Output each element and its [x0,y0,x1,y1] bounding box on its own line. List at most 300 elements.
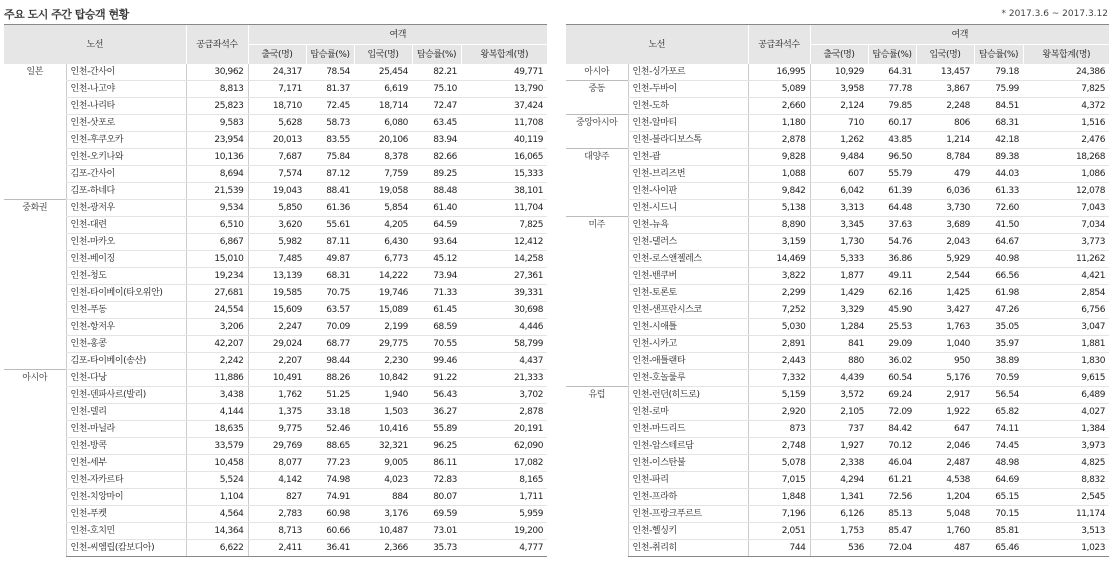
table-row [566,285,1109,302]
value-cell: 65.15 [974,489,1023,506]
col-header: 탑승률(%) [868,45,916,65]
value-cell: 85.81 [974,523,1023,540]
col-header: 왕복합계(명) [1023,45,1109,65]
value-cell: 3,973 [1023,438,1109,455]
col-header: 입국(명) [354,45,412,65]
table-row [566,370,1109,387]
value-cell: 19,746 [354,285,412,302]
value-cell: 35.97 [974,336,1023,353]
value-cell: 5,982 [248,234,306,251]
seats-cell: 3,822 [748,268,810,285]
region-cell [4,149,66,166]
value-cell: 5,176 [916,370,974,387]
route-cell: 인천-대련 [66,217,186,234]
seats-cell: 25,823 [186,98,248,115]
value-cell: 1,730 [810,234,868,251]
value-cell: 737 [810,421,868,438]
region-cell: 중앙아시아 [566,115,628,132]
route-cell: 인천-프랑크푸르트 [628,506,748,523]
value-cell: 4,142 [248,472,306,489]
seats-cell: 5,524 [186,472,248,489]
value-cell: 1,040 [916,336,974,353]
route-cell: 인천-덴파사르(발리) [66,387,186,404]
value-cell: 87.12 [306,166,354,183]
value-cell: 37,424 [461,98,547,115]
value-cell: 3,773 [1023,234,1109,251]
route-cell: 인천-간사이 [66,64,186,81]
value-cell: 64.48 [868,200,916,217]
seats-cell: 2,878 [748,132,810,149]
route-cell: 인천-마닐라 [66,421,186,438]
route-cell: 인천-나리타 [66,98,186,115]
value-cell: 73.01 [412,523,461,540]
value-cell: 2,476 [1023,132,1109,149]
value-cell: 88.41 [306,183,354,200]
value-cell: 19,585 [248,285,306,302]
value-cell: 24,317 [248,64,306,81]
route-cell: 인천-호놀룰루 [628,370,748,387]
value-cell: 56.43 [412,387,461,404]
value-cell: 6,036 [916,183,974,200]
region-cell [566,421,628,438]
route-cell: 인천-광저우 [66,200,186,217]
table-row [4,421,547,438]
table-row [4,98,547,115]
value-cell: 5,850 [248,200,306,217]
seats-cell: 744 [748,540,810,557]
value-cell: 4,294 [810,472,868,489]
route-cell: 인천-방콕 [66,438,186,455]
table-row [566,64,1109,81]
col-header: 탑승률(%) [974,45,1023,65]
value-cell: 74.45 [974,438,1023,455]
value-cell: 72.60 [974,200,1023,217]
region-cell [566,455,628,472]
seats-cell: 6,510 [186,217,248,234]
right-table-body [566,64,1109,557]
value-cell: 9,005 [354,455,412,472]
seats-cell: 1,848 [748,489,810,506]
left-table-body [4,64,547,557]
value-cell: 96.25 [412,438,461,455]
seats-cell: 6,622 [186,540,248,557]
value-cell: 72.04 [868,540,916,557]
value-cell: 1,384 [1023,421,1109,438]
value-cell: 84.42 [868,421,916,438]
value-cell: 18,268 [1023,149,1109,166]
table-row [4,302,547,319]
seats-cell: 14,364 [186,523,248,540]
value-cell: 1,711 [461,489,547,506]
route-cell: 인천-시애틀 [628,319,748,336]
seats-cell: 5,078 [748,455,810,472]
value-cell: 3,702 [461,387,547,404]
value-cell: 3,047 [1023,319,1109,336]
value-cell: 11,174 [1023,506,1109,523]
value-cell: 5,333 [810,251,868,268]
value-cell: 14,258 [461,251,547,268]
value-cell: 74.98 [306,472,354,489]
value-cell: 2,124 [810,98,868,115]
value-cell: 1,516 [1023,115,1109,132]
value-cell: 70.55 [412,336,461,353]
seats-cell: 4,564 [186,506,248,523]
seats-cell: 7,252 [748,302,810,319]
value-cell: 45.90 [868,302,916,319]
table-row [566,98,1109,115]
table-row [566,319,1109,336]
seats-cell: 24,554 [186,302,248,319]
value-cell: 4,825 [1023,455,1109,472]
value-cell: 36.27 [412,404,461,421]
region-cell [566,319,628,336]
route-cell: 인천-샌프란시스코 [628,302,748,319]
route-cell: 인천-헬싱키 [628,523,748,540]
value-cell: 27,361 [461,268,547,285]
route-cell: 인천-로마 [628,404,748,421]
table-row [566,404,1109,421]
seats-cell: 7,332 [748,370,810,387]
value-cell: 93.64 [412,234,461,251]
value-cell: 84.51 [974,98,1023,115]
region-cell [566,523,628,540]
value-cell: 68.77 [306,336,354,353]
value-cell: 1,830 [1023,353,1109,370]
value-cell: 2,487 [916,455,974,472]
value-cell: 82.66 [412,149,461,166]
value-cell: 83.55 [306,132,354,149]
region-cell [4,302,66,319]
region-cell [4,523,66,540]
value-cell: 8,713 [248,523,306,540]
value-cell: 2,854 [1023,285,1109,302]
value-cell: 7,485 [248,251,306,268]
value-cell: 24,386 [1023,64,1109,81]
table-row [566,421,1109,438]
value-cell: 6,489 [1023,387,1109,404]
value-cell: 42.18 [974,132,1023,149]
left-table [4,24,547,557]
seats-cell: 6,867 [186,234,248,251]
route-cell: 인천-마드리드 [628,421,748,438]
value-cell: 46.04 [868,455,916,472]
value-cell: 61.39 [868,183,916,200]
value-cell: 75.84 [306,149,354,166]
value-cell: 29,769 [248,438,306,455]
value-cell: 3,620 [248,217,306,234]
col-header: 탑승률(%) [306,45,354,65]
value-cell: 4,027 [1023,404,1109,421]
value-cell: 55.79 [868,166,916,183]
value-cell: 4,777 [461,540,547,557]
value-cell: 25.53 [868,319,916,336]
seats-cell: 5,030 [748,319,810,336]
value-cell: 18,714 [354,98,412,115]
table-row [4,336,547,353]
value-cell: 1,204 [916,489,974,506]
value-cell: 2,046 [916,438,974,455]
value-cell: 3,867 [916,81,974,98]
value-cell: 63.45 [412,115,461,132]
value-cell: 86.11 [412,455,461,472]
value-cell: 10,487 [354,523,412,540]
region-cell [4,540,66,557]
seats-cell: 2,748 [748,438,810,455]
region-cell [4,234,66,251]
table-row [566,489,1109,506]
seats-cell: 3,206 [186,319,248,336]
value-cell: 29,775 [354,336,412,353]
value-cell: 17,082 [461,455,547,472]
region-cell [4,455,66,472]
value-cell: 36.41 [306,540,354,557]
value-cell: 40,119 [461,132,547,149]
value-cell: 68.31 [306,268,354,285]
seats-cell: 3,438 [186,387,248,404]
seats-cell: 16,995 [748,64,810,81]
seats-cell: 10,136 [186,149,248,166]
right-table [566,24,1109,557]
table-row [4,472,547,489]
value-cell: 2,247 [248,319,306,336]
route-cell: 인천-항저우 [66,319,186,336]
table-row [4,319,547,336]
route-header: 노선 [566,25,748,65]
value-cell: 30,698 [461,302,547,319]
value-cell: 70.09 [306,319,354,336]
value-cell: 7,759 [354,166,412,183]
route-cell: 인천-홍콩 [66,336,186,353]
value-cell: 72.56 [868,489,916,506]
value-cell: 35.73 [412,540,461,557]
table-row [4,166,547,183]
value-cell: 3,689 [916,217,974,234]
value-cell: 5,854 [354,200,412,217]
value-cell: 6,126 [810,506,868,523]
table-row [566,455,1109,472]
value-cell: 45.12 [412,251,461,268]
value-cell: 1,341 [810,489,868,506]
route-cell: 김포-하네다 [66,183,186,200]
value-cell: 1,927 [810,438,868,455]
value-cell: 3,730 [916,200,974,217]
seats-cell: 8,694 [186,166,248,183]
value-cell: 487 [916,540,974,557]
value-cell: 880 [810,353,868,370]
value-cell: 4,205 [354,217,412,234]
value-cell: 8,378 [354,149,412,166]
table-row [4,455,547,472]
value-cell: 2,105 [810,404,868,421]
value-cell: 6,619 [354,81,412,98]
value-cell: 5,929 [916,251,974,268]
seats-cell: 2,299 [748,285,810,302]
table-row [4,132,547,149]
table-row [566,472,1109,489]
seats-cell: 2,242 [186,353,248,370]
region-cell: 대양주 [566,149,628,166]
value-cell: 3,313 [810,200,868,217]
table-row [4,540,547,557]
value-cell: 607 [810,166,868,183]
value-cell: 4,538 [916,472,974,489]
value-cell: 91.22 [412,370,461,387]
value-cell: 89.25 [412,166,461,183]
region-cell [566,540,628,557]
value-cell: 1,881 [1023,336,1109,353]
value-cell: 85.13 [868,506,916,523]
region-cell: 아시아 [584,67,610,77]
value-cell: 3,513 [1023,523,1109,540]
route-cell: 인천-애틀랜타 [628,353,748,370]
route-cell: 인천-청도 [66,268,186,285]
value-cell: 40.98 [974,251,1023,268]
value-cell: 13,457 [916,64,974,81]
value-cell: 70.12 [868,438,916,455]
region-cell [566,472,628,489]
value-cell: 69.24 [868,387,916,404]
value-cell: 29,024 [248,336,306,353]
value-cell: 18,710 [248,98,306,115]
value-cell: 4,421 [1023,268,1109,285]
value-cell: 8,165 [461,472,547,489]
table-row [4,64,547,81]
seats-cell: 7,196 [748,506,810,523]
value-cell: 6,773 [354,251,412,268]
value-cell: 96.50 [868,149,916,166]
value-cell: 75.99 [974,81,1023,98]
value-cell: 71.33 [412,285,461,302]
value-cell: 1,429 [810,285,868,302]
route-cell: 인천-시카고 [628,336,748,353]
route-cell: 인천-런던(히드로) [628,387,748,404]
value-cell: 89.38 [974,149,1023,166]
value-cell: 77.78 [868,81,916,98]
value-cell: 49.11 [868,268,916,285]
region-cell [566,336,628,353]
route-cell: 인천-두바이 [628,81,748,98]
region-cell [566,438,628,455]
value-cell: 29.09 [868,336,916,353]
value-cell: 77.23 [306,455,354,472]
seats-cell: 11,886 [186,370,248,387]
table-row [4,183,547,200]
route-cell: 인천-토론토 [628,285,748,302]
value-cell: 8,832 [1023,472,1109,489]
seats-cell: 15,010 [186,251,248,268]
route-cell: 김포-타이베이(송산) [66,353,186,370]
route-cell: 인천-세부 [66,455,186,472]
passengers-header: 여객 [248,25,547,45]
region-cell [4,472,66,489]
value-cell: 74.11 [974,421,1023,438]
value-cell: 88.48 [412,183,461,200]
table-row [566,336,1109,353]
value-cell: 19,043 [248,183,306,200]
value-cell: 2,230 [354,353,412,370]
value-cell: 806 [916,115,974,132]
value-cell: 61.33 [974,183,1023,200]
value-cell: 10,416 [354,421,412,438]
value-cell: 7,574 [248,166,306,183]
value-cell: 2,207 [248,353,306,370]
region-cell [566,370,628,387]
value-cell: 4,023 [354,472,412,489]
table-row [566,234,1109,251]
value-cell: 70.15 [974,506,1023,523]
seats-cell: 30,962 [186,64,248,81]
route-cell: 인천-푸켓 [66,506,186,523]
value-cell: 1,753 [810,523,868,540]
region-cell [4,251,66,268]
value-cell: 60.17 [868,115,916,132]
value-cell: 7,034 [1023,217,1109,234]
seats-cell: 2,891 [748,336,810,353]
value-cell: 64.69 [974,472,1023,489]
value-cell: 20,106 [354,132,412,149]
value-cell: 6,430 [354,234,412,251]
table-row [4,217,547,234]
route-cell: 인천-이스탄불 [628,455,748,472]
region-cell [566,98,628,115]
region-cell [4,81,66,98]
date-range: * 2017.3.6 ~ 2017.3.12 [1001,9,1108,19]
value-cell: 884 [354,489,412,506]
value-cell: 5,048 [916,506,974,523]
value-cell: 88.26 [306,370,354,387]
table-row [566,200,1109,217]
value-cell: 49.87 [306,251,354,268]
value-cell: 16,065 [461,149,547,166]
value-cell: 3,427 [916,302,974,319]
value-cell: 15,333 [461,166,547,183]
route-cell: 인천-시드니 [628,200,748,217]
seats-header: 공급좌석수 [186,25,248,65]
seats-cell: 2,660 [748,98,810,115]
value-cell: 82.21 [412,64,461,81]
region-cell [4,421,66,438]
value-cell: 11,262 [1023,251,1109,268]
value-cell: 87.11 [306,234,354,251]
value-cell: 1,922 [916,404,974,421]
value-cell: 54.76 [868,234,916,251]
seats-cell: 18,635 [186,421,248,438]
value-cell: 61.40 [412,200,461,217]
table-row [566,302,1109,319]
region-cell [566,285,628,302]
route-cell: 인천-블라디보스톡 [628,132,748,149]
table-row [566,251,1109,268]
value-cell: 58,799 [461,336,547,353]
value-cell: 9,615 [1023,370,1109,387]
table-row [566,438,1109,455]
region-cell [4,115,66,132]
value-cell: 98.44 [306,353,354,370]
value-cell: 1,940 [354,387,412,404]
value-cell: 13,139 [248,268,306,285]
value-cell: 70.59 [974,370,1023,387]
value-cell: 2,411 [248,540,306,557]
region-cell [4,387,66,404]
value-cell: 7,687 [248,149,306,166]
region-cell [566,234,628,251]
table-row [566,115,1109,132]
value-cell: 9,775 [248,421,306,438]
value-cell: 60.66 [306,523,354,540]
seats-cell: 1,088 [748,166,810,183]
value-cell: 6,042 [810,183,868,200]
seats-cell: 21,539 [186,183,248,200]
